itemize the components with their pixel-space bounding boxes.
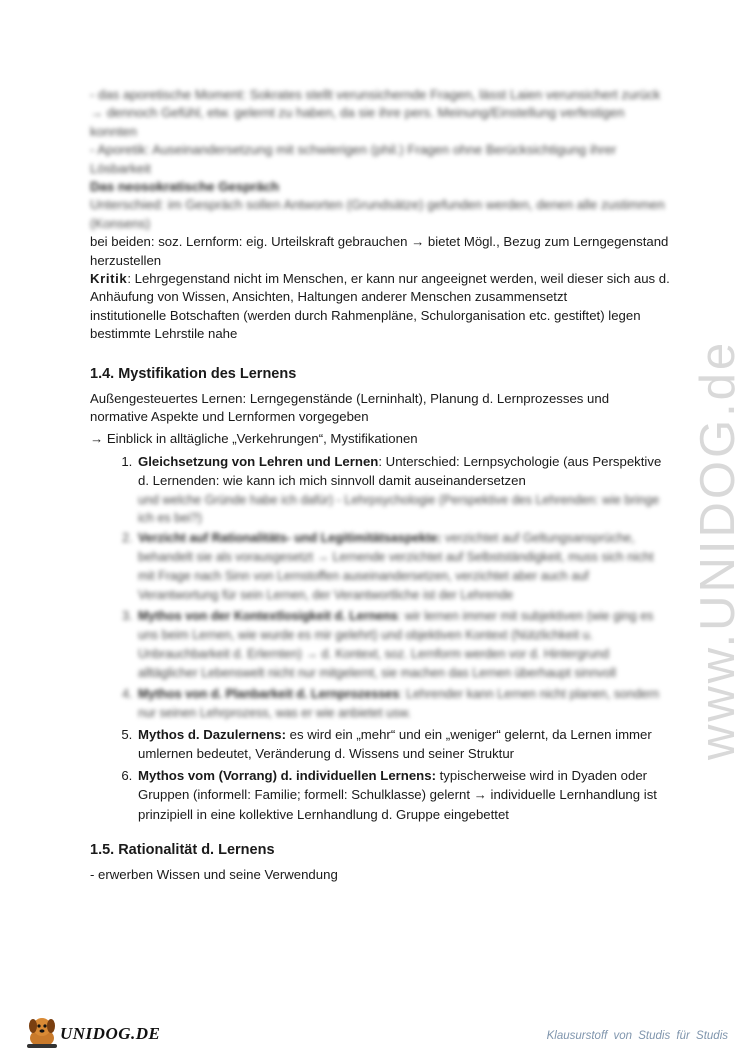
blurred-line: Unterschied: im Gespräch sollen Antworten (Grundsätze) gefunden werden, denen alle zustimmen (Konsens) [90, 197, 665, 231]
list-item [136, 766, 670, 825]
list-item-text: : Unterschied: Lernpsychologie (aus Perspektive d. Lernenden: wie kann ich mich sinnvoll damit auseinandersetzen [138, 453, 662, 489]
blurred-intro [90, 86, 670, 233]
section-heading-1-5: 1.5. Rationalität d. Lernens [90, 842, 275, 859]
list-item [136, 725, 670, 764]
paragraph-lernform: bei beiden: soz. Lernform: eig. Urteilskraft gebrauchen → bietet Mögl., Bezug zum Lerngegenstand herzustellen [90, 234, 669, 268]
list-item [136, 452, 670, 527]
kritik-label: Kritik [90, 271, 128, 287]
footer-tagline: Klausurstoff von Studis für Studis [546, 1030, 728, 1042]
paragraph-kritik [90, 270, 670, 307]
blurred-text: : wir lernen immer mit subjektiven (wie ging es uns beim Lernen, wie wurde es mir gelehrt) und objektiven Kontext (Nützlichkeit u. Unbrauchbarkeit d. Erlernten) → d. Kontext, soz. Lernform werden vor d. Hintergrund alltäglicher Lebenswelt nicht nur mitgelernt, sie machen das Lernen überhaupt sinnvoll [138, 608, 654, 680]
paragraph-einblick: → Einblick in alltägliche „Verkehrungen“, Mystifikationen [90, 430, 418, 446]
paragraph-aussengesteuert: Außengesteuertes Lernen: Lerngegenstände (Lerninhalt), Planung d. Lernprozesses und normative Aspekte und Lernformen vorgegeben [90, 390, 610, 425]
list-item-title: Verzicht auf Rationalitäts- und Legitimitätsaspekte: [138, 530, 442, 545]
paragraph-rationalitaet: - erwerben Wissen und seine Verwendung [90, 867, 338, 883]
list-item-text: es wird ein „mehr“ und ein „weniger“ gelernt, da Lernen immer umlernen bedeutet, Veränderung d. Wissens und seiner Struktur [138, 726, 652, 762]
unidog-logo [22, 1014, 162, 1050]
blurred-line: - das aporetische Moment: Sokrates stellt verunsichernde Fragen, lässt Laien verunsichert zurück [90, 87, 661, 102]
watermark: www.UNIDOG.de [691, 339, 745, 760]
document-body [90, 86, 670, 885]
kritik-text: : Lehrgegenstand nicht im Menschen, er kann nur angeeignet werden, weil dieser sich aus d. Anhäufung von Wissen, Ansichten, Haltungen anderer Menschen zusammensetzt [90, 271, 670, 305]
list-item-title: Mythos d. Dazulernens: [138, 726, 287, 742]
list-item-title: Mythos vom (Vorrang) d. individuellen Lernens: [138, 767, 436, 783]
mystification-list [90, 452, 670, 825]
list-item-title: Mythos von der Kontextlosigkeit d. Lernens [138, 608, 398, 623]
list-item-text: typischerweise wird in Dyaden oder Gruppen (informell: Familie; formell: Schulklasse) gelernt → individuelle Lernhandlung ist prinzipiell in eine kollektive Lernhandlung d. Gruppe eingebettet [138, 767, 657, 822]
list-item [136, 685, 670, 723]
blurred-line: - Aporetik: Auseinandersetzung mit schwierigen (phil.) Fragen ohne Berücksichtigung ihrer Lösbarkeit [90, 142, 617, 176]
section-heading-1-4: 1.4. Mystifikation des Lernens [90, 365, 297, 382]
list-item-title: Gleichsetzung von Lehren und Lernen [138, 453, 379, 469]
dog-icon [22, 1014, 62, 1055]
list-item-title: Mythos von d. Planbarkeit d. Lernprozesses [138, 686, 400, 701]
blurred-text: verzichtet auf Geltungsansprüche, behandelt sie als vorausgesetzt → Lernende verzichtet auf Selbstständigkeit, muss sich nicht mit Frage nach Sinn von Lernstoffen auseinandersetzen, verzichtet aber auch auf Verantwortung für sein Lernen, der Verantwortliche ist der Lehrende [138, 530, 654, 602]
logo-text: UNIDOG.DE [60, 1024, 161, 1043]
paragraph-institutional: institutionelle Botschaften (werden durch Rahmenpläne, Schulorganisation etc. gestiftet) legen bestimmte Lehrstile nahe [90, 307, 641, 342]
blurred-text: : Lehrender kann Lernen nicht planen, sondern nur seinen Lehrprozess, was er wie anbietet usw. [138, 686, 660, 720]
list-item [136, 607, 670, 683]
blurred-text: und welche Gründe habe ich dafür) - Lehrpsychologie (Perspektive des Lehrenden: wie bringe ich es bei?) [138, 492, 660, 525]
blurred-line: → dennoch Gefühl, etw. gelernt zu haben, da sie ihre pers. Meinung/Einstellung verfestigen konnten [90, 105, 625, 139]
list-item [136, 529, 670, 605]
blurred-heading: Das neosokratische Gespräch [90, 179, 280, 195]
